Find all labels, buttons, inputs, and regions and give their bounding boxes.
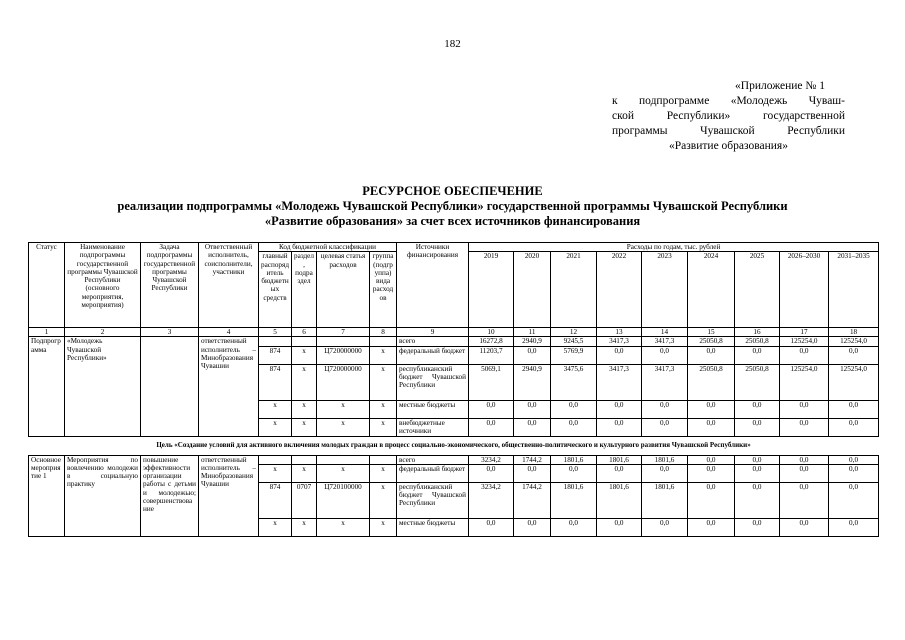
title-line-1: РЕСУРСНОЕ ОБЕСПЕЧЕНИЕ xyxy=(362,184,543,198)
cell-target: х xyxy=(317,464,370,482)
cell-group: х xyxy=(370,364,397,400)
cell-value: 0,0 xyxy=(688,455,735,464)
cell-value: 0,0 xyxy=(780,346,829,364)
cell-value: 0,0 xyxy=(780,400,829,418)
cell-value: 0,0 xyxy=(780,418,829,436)
cell-value: 2940,9 xyxy=(514,364,551,400)
cell-value: 0,0 xyxy=(735,346,780,364)
cell-chief: 874 xyxy=(259,482,292,518)
cell-group: х xyxy=(370,346,397,364)
column-number: 3 xyxy=(141,328,199,337)
cell-value: 1801,6 xyxy=(597,482,642,518)
cell-target: Ц720000000 xyxy=(317,346,370,364)
cell-chief: 874 xyxy=(259,346,292,364)
row-task xyxy=(141,337,199,436)
column-number: 10 xyxy=(469,328,514,337)
cell-group: х xyxy=(370,400,397,418)
cell-value: 1801,6 xyxy=(597,455,642,464)
cell-value: 0,0 xyxy=(735,455,780,464)
header-name: Наименование подпрограммы государственной программы Чувашской Республики (основного мероприятия, мероприятия) xyxy=(65,243,141,328)
cell-target: Ц720000000 xyxy=(317,364,370,400)
cell-value: 1744,2 xyxy=(514,482,551,518)
cell-group: х xyxy=(370,418,397,436)
appendix-line-3: ской Республики» государственной xyxy=(612,110,845,122)
cell-value: 3475,6 xyxy=(551,364,597,400)
header-year: 2022 xyxy=(597,252,642,328)
cell-target: х xyxy=(317,418,370,436)
appendix-line-5: «Развитие образования» xyxy=(669,140,788,152)
header-chief: главный распорядитель бюджетных средств xyxy=(259,252,292,328)
cell-group: х xyxy=(370,482,397,518)
cell-value: 0,0 xyxy=(829,346,879,364)
column-number-row xyxy=(29,328,879,337)
cell-value: 0,0 xyxy=(688,464,735,482)
column-number: 15 xyxy=(688,328,735,337)
header-row-1 xyxy=(29,243,879,252)
cell-target: Ц720100000 xyxy=(317,482,370,518)
column-number: 7 xyxy=(317,328,370,337)
cell-source: республиканский бюджет Чувашской Республики xyxy=(397,482,469,518)
column-number: 9 xyxy=(397,328,469,337)
column-number: 6 xyxy=(292,328,317,337)
header-year: 2020 xyxy=(514,252,551,328)
cell-value: 0,0 xyxy=(469,400,514,418)
cell-value: 0,0 xyxy=(597,518,642,536)
row-responsible: ответственный исполнитель – Минобразования Чувашии xyxy=(199,337,259,436)
cell-value: 0,0 xyxy=(735,464,780,482)
appendix-line-2: к подпрограмме «Молодежь Чуваш- xyxy=(612,95,845,107)
title-line-2: реализации подпрограммы «Молодежь Чувашской Республики» государственной программы Чувашской Республики xyxy=(117,199,788,213)
cell-value: 0,0 xyxy=(829,418,879,436)
cell-target: х xyxy=(317,518,370,536)
cell-value: 0,0 xyxy=(514,346,551,364)
header-expenses: Расходы по годам, тыс. рублей xyxy=(469,243,879,252)
row-status: Подпрограмма xyxy=(29,337,65,436)
row-name: «Молодежь Чувашской Республики» xyxy=(65,337,141,436)
cell-value: 0,0 xyxy=(688,518,735,536)
cell-group: х xyxy=(370,518,397,536)
title-line-3: «Развитие образования» за счет всех источников финансирования xyxy=(264,214,641,228)
cell-section: 0707 xyxy=(292,482,317,518)
row-status: Основное мероприятие 1 xyxy=(29,455,65,536)
cell-target xyxy=(317,455,370,464)
cell-value: 125254,0 xyxy=(780,364,829,400)
column-number: 4 xyxy=(199,328,259,337)
cell-value: 5069,1 xyxy=(469,364,514,400)
cell-section: х xyxy=(292,418,317,436)
cell-chief xyxy=(259,337,292,346)
cell-value: 0,0 xyxy=(469,464,514,482)
document-title xyxy=(0,184,905,229)
page-number: 182 xyxy=(444,38,461,50)
cell-value: 0,0 xyxy=(829,482,879,518)
cell-group xyxy=(370,455,397,464)
column-number: 18 xyxy=(829,328,879,337)
cell-chief: х xyxy=(259,418,292,436)
cell-value: 0,0 xyxy=(829,464,879,482)
cell-value: 2940,9 xyxy=(514,337,551,346)
row-name: Мероприятия по вовлечению молодежи в социальную практику xyxy=(65,455,141,536)
cell-value: 0,0 xyxy=(642,464,688,482)
cell-value: 0,0 xyxy=(469,418,514,436)
header-status: Статус xyxy=(29,243,65,328)
cell-section: х xyxy=(292,346,317,364)
cell-value: 3417,3 xyxy=(642,364,688,400)
cell-chief xyxy=(259,455,292,464)
cell-section xyxy=(292,337,317,346)
cell-source: внебюджетные источники xyxy=(397,418,469,436)
cell-section: х xyxy=(292,518,317,536)
cell-value: 125254,0 xyxy=(780,337,829,346)
header-year: 2023 xyxy=(642,252,688,328)
cell-source: местные бюджеты xyxy=(397,400,469,418)
cell-value: 9245,5 xyxy=(551,337,597,346)
cell-target xyxy=(317,337,370,346)
cell-value: 0,0 xyxy=(469,518,514,536)
appendix-line-4: программы Чувашской Республики xyxy=(612,125,845,137)
cell-value: 0,0 xyxy=(642,518,688,536)
column-number: 12 xyxy=(551,328,597,337)
cell-section: х xyxy=(292,464,317,482)
header-year: 2021 xyxy=(551,252,597,328)
cell-source: республиканский бюджет Чувашской Республики xyxy=(397,364,469,400)
cell-value: 1801,6 xyxy=(642,455,688,464)
cell-value: 0,0 xyxy=(514,464,551,482)
cell-value: 1744,2 xyxy=(514,455,551,464)
cell-value: 0,0 xyxy=(780,455,829,464)
cell-group xyxy=(370,337,397,346)
cell-value: 25050,8 xyxy=(735,364,780,400)
cell-chief: х xyxy=(259,464,292,482)
cell-value: 0,0 xyxy=(688,418,735,436)
header-year: 2019 xyxy=(469,252,514,328)
header-target: целевая статья расходов xyxy=(317,252,370,328)
column-number: 2 xyxy=(65,328,141,337)
cell-value: 1801,6 xyxy=(551,455,597,464)
cell-value: 25050,8 xyxy=(688,337,735,346)
cell-chief: х xyxy=(259,518,292,536)
cell-value: 5769,9 xyxy=(551,346,597,364)
cell-value: 0,0 xyxy=(642,400,688,418)
cell-value: 11203,7 xyxy=(469,346,514,364)
cell-source: всего xyxy=(397,455,469,464)
cell-value: 125254,0 xyxy=(829,337,879,346)
cell-source: федеральный бюджет xyxy=(397,464,469,482)
cell-value: 3234,2 xyxy=(469,455,514,464)
column-number: 13 xyxy=(597,328,642,337)
cell-source: местные бюджеты xyxy=(397,518,469,536)
cell-value: 1801,6 xyxy=(642,482,688,518)
cell-value: 0,0 xyxy=(597,346,642,364)
cell-value: 16272,8 xyxy=(469,337,514,346)
cell-chief: 874 xyxy=(259,364,292,400)
cell-value: 0,0 xyxy=(780,518,829,536)
resource-table xyxy=(28,242,879,537)
cell-value: 0,0 xyxy=(551,400,597,418)
cell-value: 0,0 xyxy=(688,346,735,364)
appendix-line-1: «Приложение № 1 xyxy=(735,80,825,92)
row-responsible: ответственный исполнитель – Минобразования Чувашии xyxy=(199,455,259,536)
cell-value: 25050,8 xyxy=(688,364,735,400)
cell-source: всего xyxy=(397,337,469,346)
header-year: 2026–2030 xyxy=(780,252,829,328)
cell-value: 0,0 xyxy=(735,518,780,536)
header-budget-code: Код бюджетной классификации xyxy=(259,243,397,252)
cell-group: х xyxy=(370,464,397,482)
cell-value: 3417,3 xyxy=(597,337,642,346)
column-number: 8 xyxy=(370,328,397,337)
cell-target: х xyxy=(317,400,370,418)
header-year: 2025 xyxy=(735,252,780,328)
column-number: 5 xyxy=(259,328,292,337)
header-group: группа (подгруппа) вида расходов xyxy=(370,252,397,328)
header-sources: Источники финансирования xyxy=(397,243,469,328)
row-task: повышение эффективности организации работы с детьми и молодежью; совершенствование xyxy=(141,455,199,536)
cell-value: 0,0 xyxy=(551,518,597,536)
cell-section: х xyxy=(292,364,317,400)
cell-value: 0,0 xyxy=(780,482,829,518)
column-number: 1 xyxy=(29,328,65,337)
cell-value: 3417,3 xyxy=(642,337,688,346)
goal-row xyxy=(29,436,879,455)
header-task: Задача подпрограммы государственной программы Чувашской Республики xyxy=(141,243,199,328)
cell-value: 25050,8 xyxy=(735,337,780,346)
cell-value: 0,0 xyxy=(829,518,879,536)
cell-value: 0,0 xyxy=(514,518,551,536)
cell-value: 0,0 xyxy=(735,482,780,518)
column-number: 14 xyxy=(642,328,688,337)
cell-section xyxy=(292,455,317,464)
cell-value: 0,0 xyxy=(642,346,688,364)
header-section: раздел, подраздел xyxy=(292,252,317,328)
cell-value: 0,0 xyxy=(514,400,551,418)
cell-value: 0,0 xyxy=(551,418,597,436)
cell-value: 0,0 xyxy=(735,400,780,418)
cell-value: 0,0 xyxy=(688,482,735,518)
column-number: 11 xyxy=(514,328,551,337)
cell-section: х xyxy=(292,400,317,418)
cell-value: 0,0 xyxy=(514,418,551,436)
cell-value: 0,0 xyxy=(597,464,642,482)
cell-value: 3234,2 xyxy=(469,482,514,518)
cell-value: 1801,6 xyxy=(551,482,597,518)
cell-value: 0,0 xyxy=(688,400,735,418)
cell-value: 125254,0 xyxy=(829,364,879,400)
cell-source: федеральный бюджет xyxy=(397,346,469,364)
header-year: 2031–2035 xyxy=(829,252,879,328)
cell-value: 0,0 xyxy=(735,418,780,436)
cell-value: 0,0 xyxy=(597,400,642,418)
column-number: 17 xyxy=(780,328,829,337)
cell-value: 0,0 xyxy=(551,464,597,482)
column-number: 16 xyxy=(735,328,780,337)
cell-value: 0,0 xyxy=(642,418,688,436)
appendix-note xyxy=(612,79,845,154)
cell-value: 0,0 xyxy=(780,464,829,482)
cell-value: 3417,3 xyxy=(597,364,642,400)
goal-text: Цель «Создание условий для активного включения молодых граждан в процесс социально-экономического, общественно-политического и культурного развития Чувашской Республики» xyxy=(29,436,879,455)
table-row xyxy=(29,337,879,346)
header-responsible: Ответственный исполнитель, соисполнители, участники xyxy=(199,243,259,328)
cell-chief: х xyxy=(259,400,292,418)
cell-value: 0,0 xyxy=(597,418,642,436)
cell-value: 0,0 xyxy=(829,455,879,464)
header-year: 2024 xyxy=(688,252,735,328)
table-row xyxy=(29,455,879,464)
cell-value: 0,0 xyxy=(829,400,879,418)
